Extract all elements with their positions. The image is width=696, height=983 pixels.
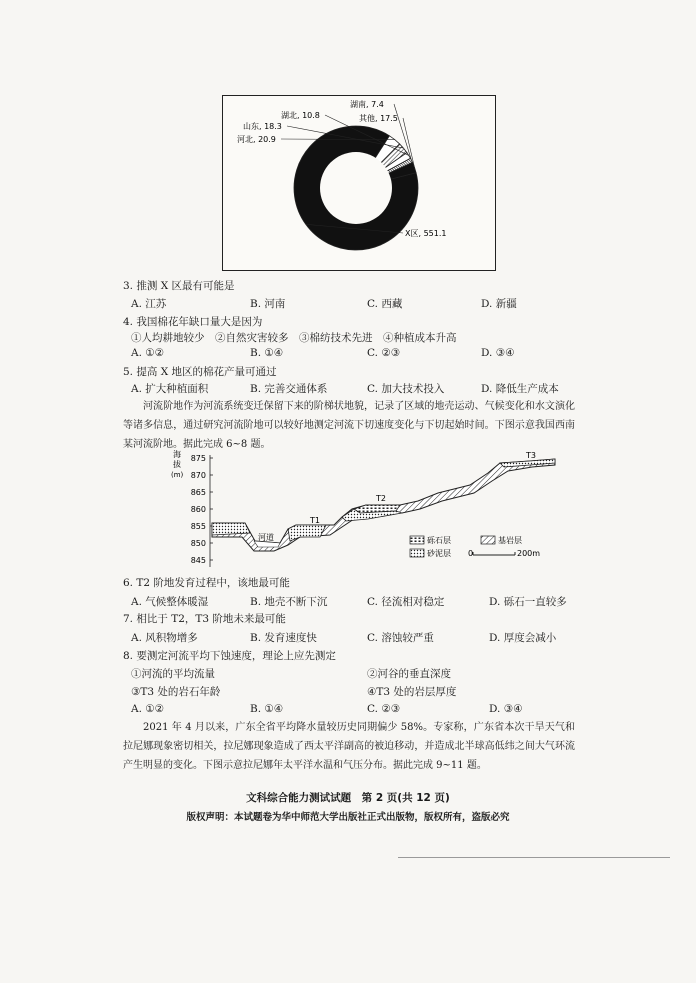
passage-la-nina: 2021 年 4 月以来，广东全省平均降水量较历史同期偏少 58%。专家称，广东省本次干旱天气和拉尼娜现象密切相关，拉尼娜现象造成了西太平洋副高的被迫移动，并造成北半球高低纬之间大气环流产生明显的变化。下图示意拉尼娜年太平洋水温和气压分布。据此完成 9~11 题。 (123, 722, 575, 771)
q7-option-a[interactable]: A. 风积物增多 (131, 632, 198, 644)
donut-label-5: 其他, 17.5 (359, 114, 398, 123)
q3-option-d[interactable]: D. 新疆 (481, 298, 517, 310)
q4-option-c[interactable]: C. ②③ (367, 347, 401, 359)
page-footer: 文科综合能力测试试题 第 2 页(共 12 页) (246, 792, 450, 804)
legend-sand-label: 砂泥层 (427, 549, 451, 558)
q5-option-d[interactable]: D. 降低生产成本 (481, 383, 559, 395)
donut-label-3: 湖北, 10.8 (281, 111, 320, 120)
donut-label-4: 湖南, 7.4 (350, 100, 384, 109)
donut-label-1: 河北, 20.9 (237, 135, 276, 144)
legend-gravel-label: 砾石层 (427, 536, 451, 545)
copyright-notice: 版权声明：本试题卷为华中师范大学出版社正式出版物，版权所有，盗版必究 (186, 812, 510, 823)
t2-label: T2 (376, 494, 386, 503)
q5-stem: 5. 提高 X 地区的棉花产量可通过 (123, 366, 277, 378)
legend-gravel-swatch (410, 536, 424, 544)
scan-smudge (398, 857, 670, 858)
y-tick-870: 870 (190, 471, 206, 480)
q6-option-b[interactable]: B. 地壳不断下沉 (250, 596, 328, 608)
q6-stem: 6. T2 阶地发育过程中，该地最可能 (123, 577, 290, 589)
donut-chart-frame (222, 95, 496, 271)
river-terrace-diagram (170, 447, 565, 573)
scale-zero: 0 (468, 549, 474, 558)
donut-label-2: 山东, 18.3 (243, 122, 282, 131)
donut-chart (223, 96, 495, 270)
t1-label: T1 (310, 516, 320, 525)
q7-option-d[interactable]: D. 厚度会减小 (489, 632, 557, 644)
y-axis-label-2: 拔 (173, 460, 181, 469)
y-axis-label-3: (m) (171, 471, 184, 479)
q4-option-d[interactable]: D. ③④ (481, 347, 515, 359)
y-tick-855: 855 (190, 522, 206, 531)
q7-option-b[interactable]: B. 发育速度快 (250, 632, 317, 644)
q6-option-c[interactable]: C. 径流相对稳定 (367, 596, 445, 608)
river-label: 河道 (258, 533, 274, 542)
q7-stem: 7. 相比于 T2，T3 阶地未来最可能 (123, 613, 286, 625)
q8-option-d[interactable]: D. ③④ (489, 703, 523, 715)
q5-option-b[interactable]: B. 完善交通体系 (250, 383, 328, 395)
legend-sand-swatch (410, 549, 424, 557)
q8-stem: 8. 要测定河流平均下蚀速度，理论上应先测定 (123, 650, 336, 662)
y-tick-845: 845 (190, 556, 206, 565)
t3-label: T3 (526, 451, 536, 460)
donut-hole (320, 152, 392, 224)
q6-option-a[interactable]: A. 气候整体暖湿 (131, 596, 209, 608)
q3-option-b[interactable]: B. 河南 (250, 298, 286, 310)
t1-deposit (288, 525, 326, 541)
y-tick-875: 875 (190, 454, 206, 463)
y-tick-850: 850 (190, 539, 206, 548)
q8-option-b[interactable]: B. ①④ (250, 703, 284, 715)
donut-label-0: X区, 551.1 (405, 229, 447, 238)
q3-option-a[interactable]: A. 江苏 (131, 298, 167, 310)
y-tick-860: 860 (190, 505, 206, 514)
q3-stem: 3. 推测 X 区最有可能是 (123, 280, 235, 292)
q5-option-a[interactable]: A. 扩大种植面积 (131, 383, 209, 395)
q8-item-3: ③T3 处的岩石年龄 (131, 686, 221, 698)
q8-item-1: ①河流的平均流量 (131, 668, 215, 680)
legend-bedrock-label: 基岩层 (498, 536, 522, 545)
q8-option-c[interactable]: C. ②③ (367, 703, 401, 715)
q4-option-a[interactable]: A. ①② (131, 347, 165, 359)
q4-option-b[interactable]: B. ①④ (250, 347, 284, 359)
legend-bedrock-swatch (481, 536, 495, 544)
scale-length: 200m (517, 549, 541, 558)
q8-option-a[interactable]: A. ①② (131, 703, 165, 715)
q8-item-4: ④T3 处的岩层厚度 (367, 686, 457, 698)
q5-option-c[interactable]: C. 加大技术投入 (367, 383, 445, 395)
q4-items: ①人均耕地较少 ②自然灾害较多 ③棉纺技术先进 ④种植成本升高 (131, 332, 457, 344)
q8-item-2: ②河谷的垂直深度 (367, 668, 451, 680)
q3-option-c[interactable]: C. 西藏 (367, 298, 403, 310)
q4-stem: 4. 我国棉花年缺口量大是因为 (123, 316, 263, 328)
y-tick-865: 865 (190, 488, 206, 497)
passage-river-terrace: 河流阶地作为河流系统变迁保留下来的阶梯状地貌，记录了区域的地壳运动、气候变化和水文演化等诸多信息，通过研究河流阶地可以较好地测定河流下切速度变化与下切起始时间。下图示意我国西南某河流阶地。据此完成 6~8 题。 (123, 401, 575, 450)
q7-option-c[interactable]: C. 溶蚀较严重 (367, 632, 434, 644)
y-axis-label-1: 海 (173, 450, 181, 459)
sand-mud-left (212, 523, 250, 535)
q6-option-d[interactable]: D. 砾石一直较多 (489, 596, 567, 608)
